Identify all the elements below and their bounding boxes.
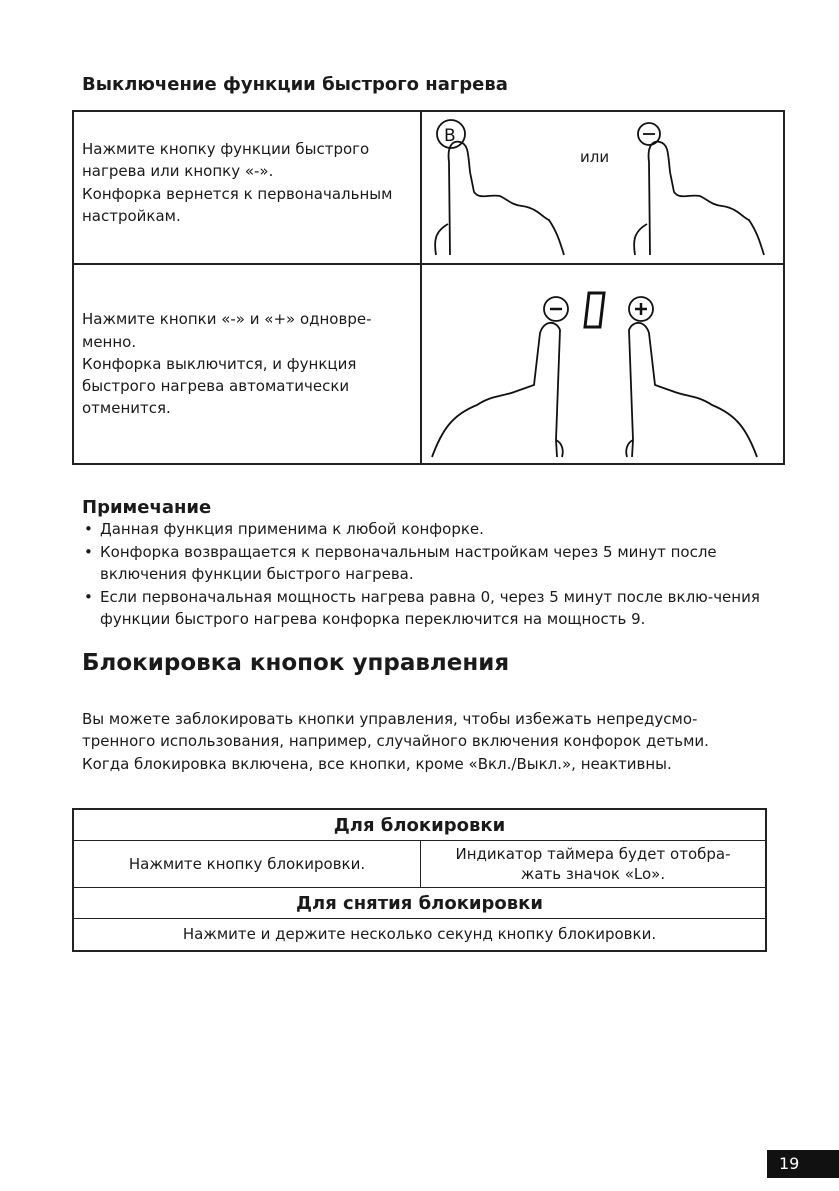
hand-icon — [435, 142, 564, 255]
hand-icon — [432, 323, 563, 457]
text-line: Конфорка выключится, и функция — [82, 354, 357, 373]
lock-intro — [82, 708, 709, 775]
unlock-header: Для снятия блокировки — [73, 888, 766, 919]
svg-text:B: B — [444, 126, 456, 146]
text-line: Вы можете заблокировать кнопки управления, чтобы избежать непредусмо- — [82, 710, 698, 728]
text-line: тренного использования, например, случайного включения конфорок детьми. — [82, 732, 709, 751]
illustration-cell — [421, 111, 784, 264]
text-line: отменится. — [82, 399, 171, 418]
text-line: менно. — [82, 332, 137, 351]
two-finger-press-illustration — [422, 265, 787, 463]
note-item: • Если первоначальная мощность нагрева равна 0, через 5 минут после вклю-чения функции быстрого нагрева конфорка переключится на мощность 9. — [78, 586, 778, 631]
text-line: настройкам. — [82, 206, 181, 225]
lock-table — [72, 808, 767, 952]
hand-icon — [634, 142, 764, 255]
hand-icon — [626, 323, 757, 457]
finger-press-illustration — [422, 112, 787, 262]
lock-header: Для блокировки — [73, 809, 766, 841]
instruction-cell — [73, 111, 421, 264]
text-line: жать значок «Lo». — [520, 865, 666, 883]
instruction-cell — [73, 264, 421, 464]
page-number: 19 — [767, 1150, 839, 1178]
section-title-boost-off: Выключение функции быстрого нагрева — [82, 74, 508, 95]
plus-button-icon — [629, 297, 653, 321]
or-label: или — [580, 148, 610, 166]
note-item: • Данная функция применима к любой конфорке. — [78, 518, 778, 541]
text-line: нагрева или кнопку «-». — [82, 162, 274, 181]
note-list — [78, 518, 778, 631]
boost-off-table — [72, 110, 785, 465]
text-line: Конфорка вернется к первоначальным — [82, 184, 393, 203]
text-line: быстрого нагрева автоматически — [82, 377, 350, 396]
lock-action: Нажмите кнопку блокировки. — [73, 841, 421, 888]
note-item: • Конфорка возвращается к первоначальным настройкам через 5 минут после включения функции быстрого нагрева. — [78, 541, 778, 586]
text-line: Нажмите кнопки «-» и «+» одновре- — [82, 310, 372, 329]
text-line: Когда блокировка включена, все кнопки, кроме «Вкл./Выкл.», неактивны. — [82, 754, 672, 773]
note-title: Примечание — [82, 497, 212, 518]
text-line: Нажмите кнопку функции быстрого — [82, 139, 370, 158]
lock-result — [421, 841, 767, 888]
text-line: Индикатор таймера будет отобра- — [455, 845, 731, 863]
section-title-lock: Блокировка кнопок управления — [82, 650, 510, 676]
illustration-cell — [421, 264, 784, 464]
unlock-action: Нажмите и держите несколько секунд кнопку блокировки. — [73, 919, 766, 951]
digit-display-icon — [585, 293, 604, 327]
minus-button-icon — [544, 297, 568, 321]
